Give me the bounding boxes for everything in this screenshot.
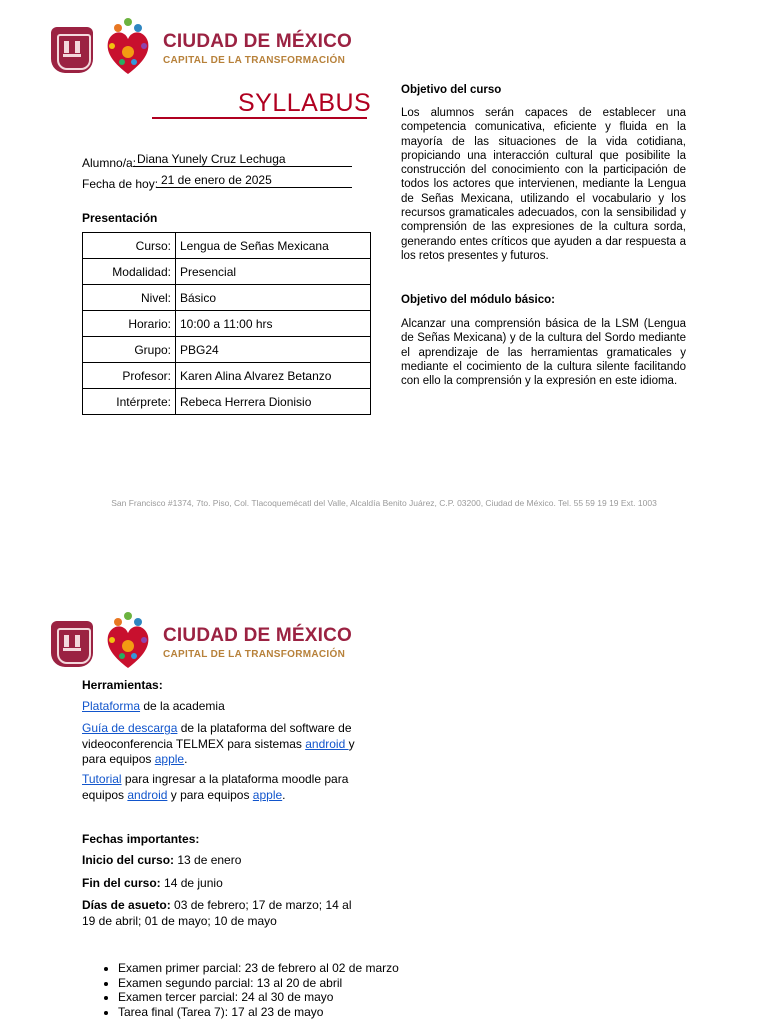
tutorial-android-link[interactable]: android [127,787,168,802]
list-item: • Examen primer parcial: 23 de febrero al 02 de marzo [118,961,403,976]
table-row [83,389,371,415]
tools-guide [82,721,362,768]
date-label: Fecha de hoy: [82,177,159,191]
logo-title: CIUDAD DE MÉXICO [163,31,352,52]
info-key: Profesor: [83,363,176,389]
module-objective-text: Alcanzar una comprensión básica de la LSM (Lengua de Señas Mexicana) y de la cultura del Sordo mediante el aprendizaje de las herramientas gramaticales y mediante el cocimiento de la cultura silente facilitando con ello la comprensión y la expresión en este idioma. [401,318,686,388]
holidays-value: 03 de febrero; 17 de marzo; 14 al 19 de abril; 01 de mayo; 10 de mayo [82,898,352,928]
exam-list [82,961,403,1019]
table-row [83,311,371,337]
student-value: Diana Yunely Cruz Lechuga [133,152,352,167]
page-footer: San Francisco #1374, 7to. Piso, Col. Tlacoquemécatl del Valle, Alcaldía Benito Juárez, C.P. 03200, Ciudad de México. Tel. 55 59 19 19 Ext. 1003 [111,498,657,508]
table-row [83,337,371,363]
cdmx-crest-icon [51,621,93,667]
tutorial-text-2: y para equipos [167,787,253,802]
info-value: 10:00 a 11:00 hrs [176,311,371,337]
tutorial-end: . [282,787,286,802]
guide-android-link[interactable]: android [305,736,349,751]
heart-logo-icon [104,16,152,78]
tools-platform [82,699,362,715]
info-key: Curso: [83,233,176,259]
course-info-table [82,232,371,415]
cdmx-crest-icon [51,27,93,73]
logo-subtitle: CAPITAL DE LA TRANSFORMACIÓN [163,649,346,660]
logo-subtitle: CAPITAL DE LA TRANSFORMACIÓN [163,55,346,66]
tutorial-text: para ingresar a la plataforma moodle para equipos [82,772,349,802]
title-underline [152,117,367,119]
info-key: Horario: [83,311,176,337]
info-key: Nivel: [83,285,176,311]
guide-text-2: y para equipos [82,736,355,766]
course-objective-title: Objetivo del curso [401,84,502,96]
info-value: Básico [176,285,371,311]
end-value: 14 de junio [160,876,223,890]
tools-tutorial [82,772,362,803]
list-item: • Examen segundo parcial: 13 al 20 de abril [118,976,403,991]
info-value: Lengua de Señas Mexicana [176,233,371,259]
guide-end: . [184,752,188,766]
info-value: PBG24 [176,337,371,363]
info-key: Grupo: [83,337,176,363]
guide-apple-link[interactable]: apple [154,752,185,766]
course-objective-text: Los alumnos serán capaces de establecer una competencia comunicativa, eficiente y fluida en la mayoría de las situaciones de la vida cotidiana, propiciando una interacción cultural que posibilite la construcción del conocimiento con la participación de todos los actores que intervienen, mediante la Lengua de Señas Mexicana, utilizando el vocabulario y los recursos gramaticales adecuados, con la sensibilidad y comprensión de las expresiones de la cultura sorda, generando entes críticos que ayuden a dar respuesta a los retos presentes y futuros. [401,107,686,262]
platform-link[interactable]: Plataforma [82,699,141,713]
student-label: Alumno/a: [82,156,137,170]
heart-logo-icon [104,610,152,672]
info-key: Intérprete: [83,389,176,415]
table-row [83,259,371,285]
list-item: • Examen tercer parcial: 24 al 30 de mayo [118,990,403,1005]
info-value: Presencial [176,259,371,285]
tutorial-apple-link[interactable]: apple [252,787,283,802]
guide-text: de la plataforma del software de videoconferencia TELMEX para sistemas [82,721,352,751]
info-key: Modalidad: [83,259,176,285]
module-objective-title: Objetivo del módulo básico: [401,294,555,306]
tutorial-link[interactable]: Tutorial [82,772,122,786]
date-value: 21 de enero de 2025 [157,173,352,188]
platform-text: de la academia [140,699,225,713]
dates-title: Fechas importantes: [82,832,200,846]
holidays-label: Días de asueto: [82,898,171,912]
table-row [83,363,371,389]
table-row [83,233,371,259]
start-label: Inicio del curso: [82,853,175,867]
guide-link[interactable]: Guía de descarga [82,721,178,735]
tools-title: Herramientas: [82,678,163,692]
course-end [82,876,223,892]
holidays [82,898,367,929]
info-value: Karen Alina Alvarez Betanzo [176,363,371,389]
presentation-title: Presentación [82,211,158,225]
start-value: 13 de enero [174,853,242,867]
logo-title: CIUDAD DE MÉXICO [163,625,352,646]
list-item: • Tarea final (Tarea 7): 17 al 23 de mayo [118,1005,403,1020]
end-label: Fin del curso: [82,876,161,890]
info-value: Rebeca Herrera Dionisio [176,389,371,415]
table-row [83,285,371,311]
course-start [82,853,241,869]
page-title: SYLLABUS [238,89,372,117]
